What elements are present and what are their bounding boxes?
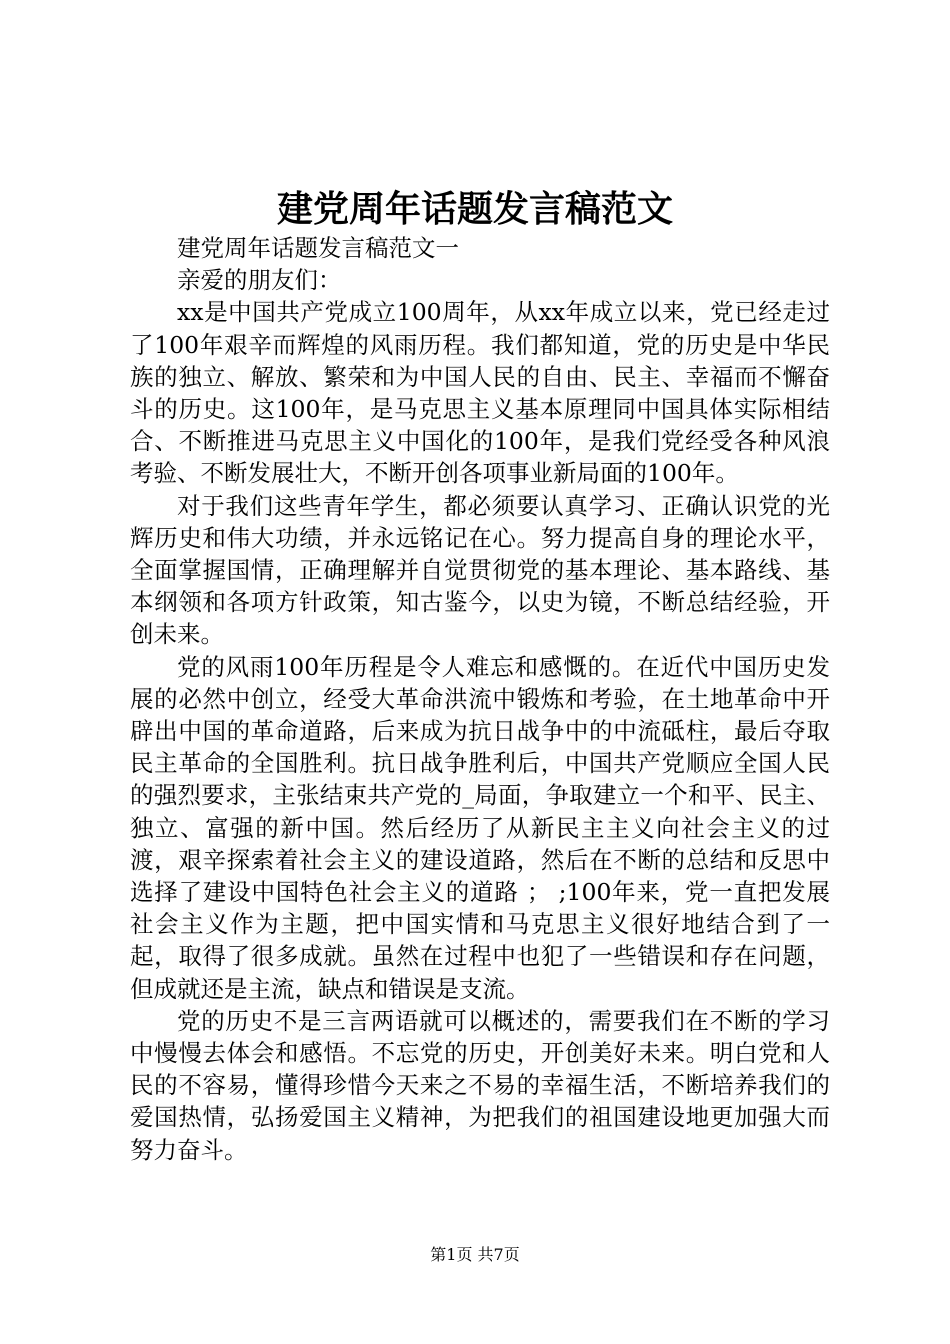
document-title: 建党周年话题发言稿范文 bbox=[276, 188, 673, 230]
body-paragraph: xx是中国共产党成立100周年，从xx年成立以来，党已经走过了100年艰辛而辉煌的风雨历程。我们都知道，党的历史是中华民族的独立、解放、繁荣和为中国人民的自由、民主、幸福而不懈奋斗的历史。这100年，是马克思主义基本原理同中国具体实际相结合、不断推进马克思主义中国化的100年，是我们党经受各种风浪考验、不断发展壮大，不断开创各项事业新局面的100年。 bbox=[130, 298, 830, 488]
body-paragraph: 党的风雨100年历程是令人难忘和感慨的。在近代中国历史发展的必然中创立，经受大革命洪流中锻炼和考验，在土地革命中开辟出中国的革命道路，后来成为抗日战争中的中流砥柱，最后夺取民主革命的全国胜利。抗日战争胜利后，中国共产党顺应全国人民的强烈要求，主张结束共产党的_局面，争取建立一个和平、民主、独立、富强的新中国。然后经历了从新民主主义向社会主义的过渡，艰辛探索着社会主义的建设道路，然后在不断的总结和反思中选择了建设中国特色社会主义的道路 ； ;100年来，党一直把发展社会主义作为主题，把中国实情和马克思主义很好地结合到了一起，取得了很多成就。虽然在过程中也犯了一些错误和存在问题，但成就还是主流，缺点和错误是支流。 bbox=[130, 652, 830, 1003]
greeting-paragraph: 亲爱的朋友们： bbox=[177, 266, 342, 295]
page-number-footer: 第1页 共7页 bbox=[430, 1245, 520, 1264]
body-paragraph: 对于我们这些青年学生，都必须要认真学习、正确认识党的光辉历史和伟大功绩，并永远铭记在心。努力提高自身的理论水平，全面掌握国情，正确理解并自觉贯彻党的基本理论、基本路线、基本纲领和各项方针政策，知古鉴今，以史为镜，不断总结经验，开创未来。 bbox=[130, 491, 830, 649]
body-paragraph: 党的历史不是三言两语就可以概述的，需要我们在不断的学习中慢慢去体会和感悟。不忘党的历史，开创美好未来。明白党和人民的不容易，懂得珍惜今天来之不易的幸福生活，不断培养我们的爱国热情，弘扬爱国主义精神，为把我们的祖国建设地更加强大而努力奋斗。 bbox=[130, 1006, 830, 1164]
subtitle-paragraph: 建党周年话题发言稿范文一 bbox=[177, 234, 459, 262]
document-body bbox=[130, 232, 830, 1166]
